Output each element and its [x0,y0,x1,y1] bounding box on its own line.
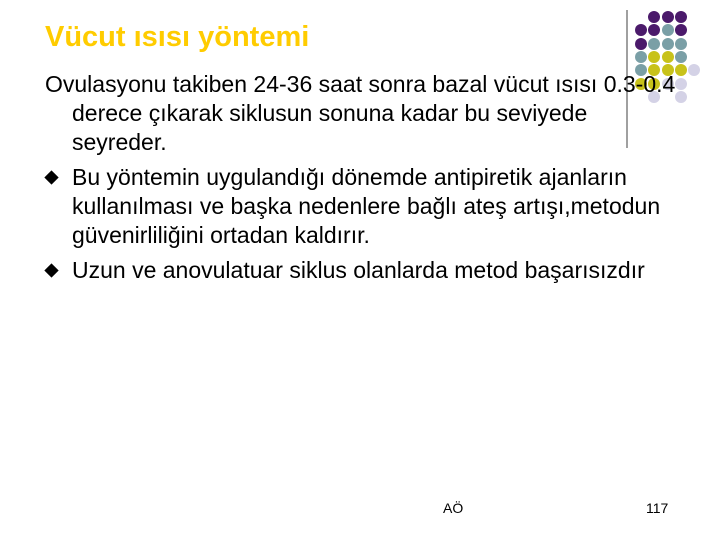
decorative-dot [635,24,647,36]
decorative-dot [635,51,647,63]
slide-title: Vücut ısısı yöntemi [45,21,310,53]
decorative-dot [675,11,687,23]
bullet-item-2-text: Uzun ve anovulatuar siklus olanlarda metod başarısızdır [72,257,645,283]
footer-author: AÖ [443,500,464,516]
decorative-dot [675,51,687,63]
bullet-item-2 [45,256,685,285]
decorative-dot [648,51,660,63]
decorative-dot [648,11,660,23]
decorative-dot [662,24,674,36]
decorative-dot [675,38,687,50]
decorative-dot [635,38,647,50]
decorative-dot [675,24,687,36]
decorative-dot [648,24,660,36]
diamond-bullet-icon [44,170,58,184]
decorative-dot [662,11,674,23]
bullet-item-1-text: Bu yöntemin uygulandığı dönemde antipiretik ajanların kullanılması ve başka nedenlere bağlı ateş artışı,metodun güvenirliliğini ortadan kaldırır. [72,164,661,248]
diamond-bullet-icon [44,263,58,277]
decorative-dot [688,64,700,76]
decorative-dot [662,51,674,63]
decorative-dot [648,38,660,50]
page-number: 117 [646,500,669,516]
bullet-item-1 [45,163,685,250]
slide-body [45,70,685,285]
decorative-dot [662,38,674,50]
paragraph-1: Ovulasyonu takiben 24-36 saat sonra bazal vücut ısısı 0.3-0.4 derece çıkarak siklusun sonuna kadar bu seviyede seyreder. [45,71,676,155]
